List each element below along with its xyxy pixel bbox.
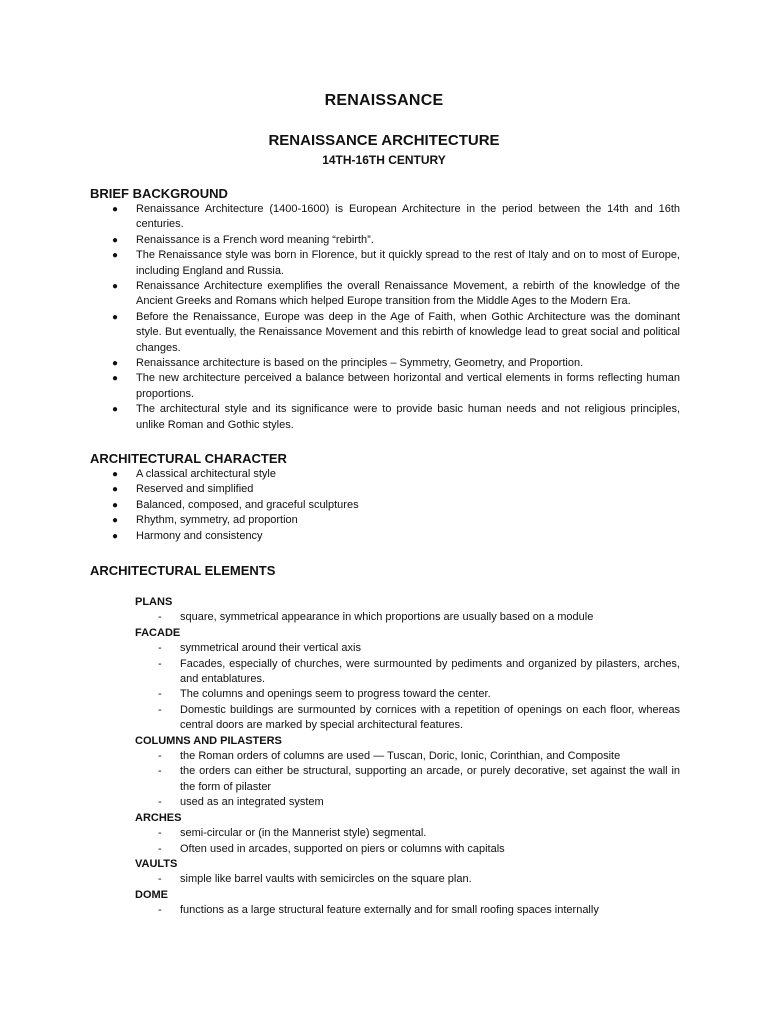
sub-heading-arches: ARCHES [135,811,182,824]
list-item-text: square, symmetrical appearance in which proportions are usually based on a module [180,611,594,624]
document-title: RENAISSANCE [324,92,444,109]
elements-groups [90,595,680,919]
dash-icon: - [158,827,162,840]
vaults-list [135,872,680,887]
element-group-dome [135,888,680,919]
dash-icon: - [158,703,162,716]
sub-heading-plans: PLANS [135,596,173,608]
list-item [158,795,680,810]
list-item [158,749,680,764]
list-item-text: Facades, especially of churches, were surmounted by pediments and organized by pilasters, arches, and entablatures. [180,657,680,686]
bullet-icon: ● [112,234,119,246]
list-item-text: The architectural style and its significance were to provide basic human needs and not religious principles, unlike Roman and Gothic styles. [136,403,680,431]
section-architectural-elements [90,563,680,919]
bullet-icon: ● [112,515,119,527]
element-group-arches [135,811,680,857]
list-item-text: Renaissance Architecture (1400-1600) is European Architecture in the period between the 14th and 16th centuries. [136,203,680,231]
list-item-text: the Roman orders of columns are used — Tuscan, Doric, Ionic, Corinthian, and Composite [180,750,621,763]
element-group-vaults [135,857,680,888]
list-item [158,641,680,656]
list-item [112,402,680,433]
list-item-text: A classical architectural style [136,468,276,480]
list-item-text: functions as a large structural feature externally and for small roofing spaces internally [180,904,599,917]
list-item-text: The Renaissance style was born in Florence, but it quickly spread to the rest of Italy and on to most of Europe, including England and Russia. [136,249,680,277]
list-item-text: Domestic buildings are surmounted by cornices with a repetition of openings on each floor, whereas central doors are marked by special architectural features. [180,703,680,732]
dash-icon: - [158,765,162,778]
list-item [112,482,680,497]
list-item-text: semi-circular or (in the Mannerist style) segmental. [180,827,427,840]
list-item [158,872,680,887]
section-heading-brief-background: BRIEF BACKGROUND [90,186,228,201]
list-item [158,842,680,857]
list-item [112,233,680,248]
section-heading-architectural-elements: ARCHITECTURAL ELEMENTS [90,563,276,578]
element-group-plans [135,595,680,626]
dash-icon: - [158,688,162,701]
sub-heading-dome: DOME [135,888,168,901]
list-item [112,202,680,233]
list-item [158,657,680,688]
list-item-text: Harmony and consistency [136,529,263,542]
architectural-character-list [90,467,680,544]
dash-icon: - [158,873,162,886]
list-item-text: Renaissance Architecture exemplifies the overall Renaissance Movement, a rebirth of the knowledge of the Ancient Greeks and Romans which helped Europe transition from the Middle Ages to the Modern Era. [136,280,680,308]
list-item-text: Reserved and simplified [136,483,254,496]
plans-list [135,610,680,625]
list-item [112,248,680,279]
list-item [112,513,680,528]
list-item [158,703,680,734]
section-architectural-character [90,451,680,544]
dash-icon: - [158,657,162,670]
list-item [158,610,680,625]
list-item-text: The new architecture perceived a balance between horizontal and vertical elements in forms reflecting human proportions. [136,372,680,400]
list-item [112,310,680,356]
list-item [158,764,680,795]
arches-list [135,826,680,857]
bullet-icon: ● [112,469,119,480]
facade-list [135,641,680,733]
list-item-text: the orders can either be structural, supporting an arcade, or purely decorative, set against the wall in the form of pilaster [180,765,680,793]
list-item-text: symmetrical around their vertical axis [180,642,361,655]
bullet-icon: ● [112,499,119,511]
list-item [158,687,680,702]
section-heading-architectural-character: ARCHITECTURAL CHARACTER [90,451,287,466]
dash-icon: - [158,904,162,917]
document-century: 14TH-16TH CENTURY [322,153,446,167]
document-subtitle: RENAISSANCE ARCHITECTURE [268,132,500,149]
dash-icon: - [158,842,162,855]
dome-list [135,903,680,918]
list-item [112,467,680,482]
list-item-text: The columns and openings seem to progress toward the center. [180,688,491,701]
dash-icon: - [158,642,162,655]
list-item [112,498,680,513]
list-item-text: simple like barrel vaults with semicircles on the square plan. [180,873,472,886]
dash-icon: - [158,750,162,763]
section-brief-background [90,186,680,433]
bullet-icon: ● [112,484,119,496]
bullet-icon: ● [112,250,119,262]
list-item [158,903,680,918]
list-item [112,279,680,310]
bullet-icon: ● [112,404,119,416]
brief-background-list [90,202,680,433]
bullet-icon: ● [112,281,119,293]
bullet-icon: ● [112,358,119,370]
element-group-columns-and-pilasters [135,734,680,811]
bullet-icon: ● [112,530,119,542]
list-item-text: Before the Renaissance, Europe was deep in the Age of Faith, when Gothic Architecture was the dominant style. But eventually, the Renaissance Movement and this rebirth of knowledge lead to great social and political changes. [136,310,680,354]
list-item-text: Renaissance is a French word meaning “rebirth”. [136,233,374,246]
sub-heading-vaults: VAULTS [135,857,178,870]
list-item [112,356,680,371]
list-item-text: used as an integrated system [180,796,324,809]
sub-heading-facade: FACADE [135,626,181,639]
dash-icon: - [158,796,162,809]
bullet-icon: ● [112,311,119,323]
list-item-text: Often used in arcades, supported on piers or columns with capitals [180,842,505,855]
list-item-text: Renaissance architecture is based on the principles – Symmetry, Geometry, and Proportion. [136,357,584,370]
columns-and-pilasters-list [135,749,680,811]
bullet-icon: ● [112,204,119,215]
element-group-facade [135,626,680,734]
dash-icon: - [158,611,162,624]
bullet-icon: ● [112,373,119,385]
list-item-text: Rhythm, symmetry, ad proportion [136,514,298,527]
sub-heading-columns-and-pilasters: COLUMNS AND PILASTERS [135,734,282,747]
list-item [112,371,680,402]
list-item-text: Balanced, composed, and graceful sculptures [136,498,359,511]
list-item [112,529,680,544]
list-item [158,826,680,841]
